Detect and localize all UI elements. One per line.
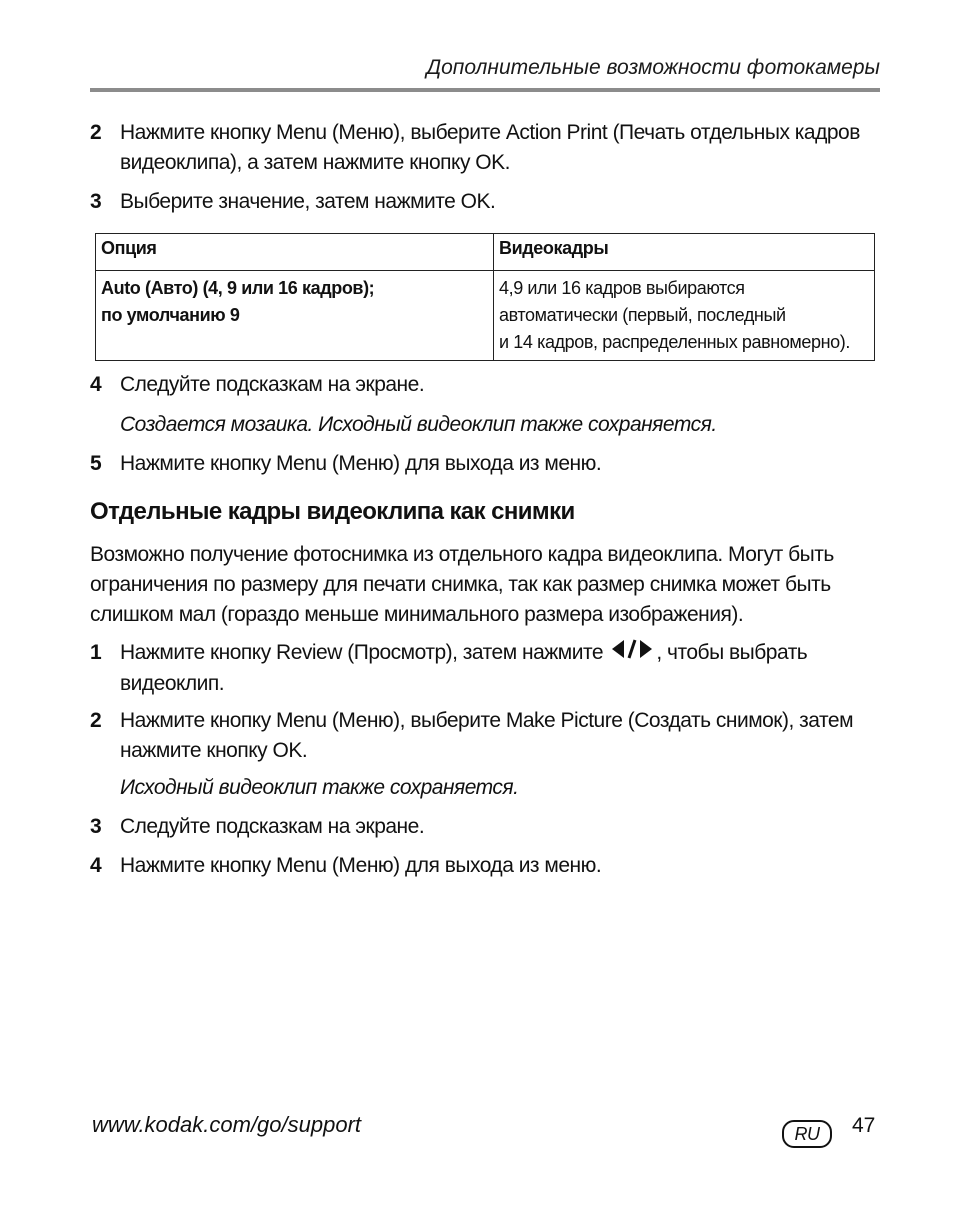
step-4-exit-menu — [90, 851, 880, 881]
running-header: Дополнительные возможности фотокамеры — [426, 56, 880, 79]
desc-line: автоматически (первый, последный — [499, 305, 786, 325]
step-number: 2 — [90, 709, 102, 732]
step-2-action-print — [90, 118, 880, 178]
option-line: по умолчанию 9 — [101, 305, 240, 325]
table-header-frames: Видеокадры — [494, 234, 875, 271]
step-5-exit-menu — [90, 449, 880, 479]
desc-line: и 14 кадров, распределенных равномерно). — [499, 332, 850, 352]
step-number: 1 — [90, 641, 102, 664]
step-1-review — [90, 638, 880, 699]
left-right-arrows-icon — [610, 638, 654, 669]
note-mosaic: Создается мозаика. Исходный видеоклип также сохраняется. — [120, 413, 717, 436]
footer-url: www.kodak.com/go/support — [92, 1112, 362, 1137]
step-3-follow-prompts — [90, 812, 880, 842]
step-3-select-value — [90, 187, 880, 217]
section-intro: Возможно получение фотоснимка из отдельного кадра видеоклипа. Могут быть ограничения по размеру для печати снимка, так как размер снимка может быть слишком мал (гораздо меньше минимального размера изображения). — [90, 543, 834, 626]
desc-line: 4,9 или 16 кадров выбираются — [499, 278, 745, 298]
language-badge: RU — [782, 1120, 832, 1148]
step-text — [120, 638, 880, 699]
option-line: Auto (Авто) (4, 9 или 16 кадров); — [101, 278, 375, 298]
step-text-before: Нажмите кнопку Review (Просмотр), затем нажмите — [120, 641, 604, 665]
step-number: 4 — [90, 854, 102, 877]
step-number: 3 — [90, 815, 102, 838]
page-number: 47 — [852, 1114, 876, 1137]
step-text: Нажмите кнопку Menu (Меню) для выхода из меню. — [120, 452, 602, 475]
step-text: Следуйте подсказкам на экране. — [120, 815, 425, 838]
step-text: Нажмите кнопку Menu (Меню), выберите Action Print (Печать отдельных кадров видеоклипа), а затем нажмите кнопку OK. — [120, 121, 860, 174]
step-text: Выберите значение, затем нажмите OK. — [120, 190, 496, 213]
section-heading: Отдельные кадры видеоклипа как снимки — [90, 498, 575, 525]
table-cell-option — [96, 271, 494, 361]
step-number: 3 — [90, 190, 102, 213]
step-text-after: , чтобы выбрать видеоклип. — [120, 641, 808, 695]
step-4-follow-prompts — [90, 370, 880, 400]
step-number: 2 — [90, 121, 102, 144]
options-table — [95, 233, 875, 361]
table-header-option: Опция — [96, 234, 494, 271]
step-text: Нажмите кнопку Menu (Меню), выберите Make Picture (Создать снимок), затем нажмите кнопку OK. — [120, 709, 854, 762]
step-number: 5 — [90, 452, 102, 475]
table-cell-frames — [494, 271, 875, 361]
note-saved: Исходный видеоклип также сохраняется. — [120, 776, 519, 799]
table-header-row — [96, 234, 875, 271]
step-text: Следуйте подсказкам на экране. — [120, 373, 425, 396]
table-row — [96, 271, 875, 361]
header-rule — [90, 88, 880, 92]
step-text: Нажмите кнопку Menu (Меню) для выхода из меню. — [120, 854, 602, 877]
step-number: 4 — [90, 373, 102, 396]
step-2-make-picture — [90, 706, 880, 766]
